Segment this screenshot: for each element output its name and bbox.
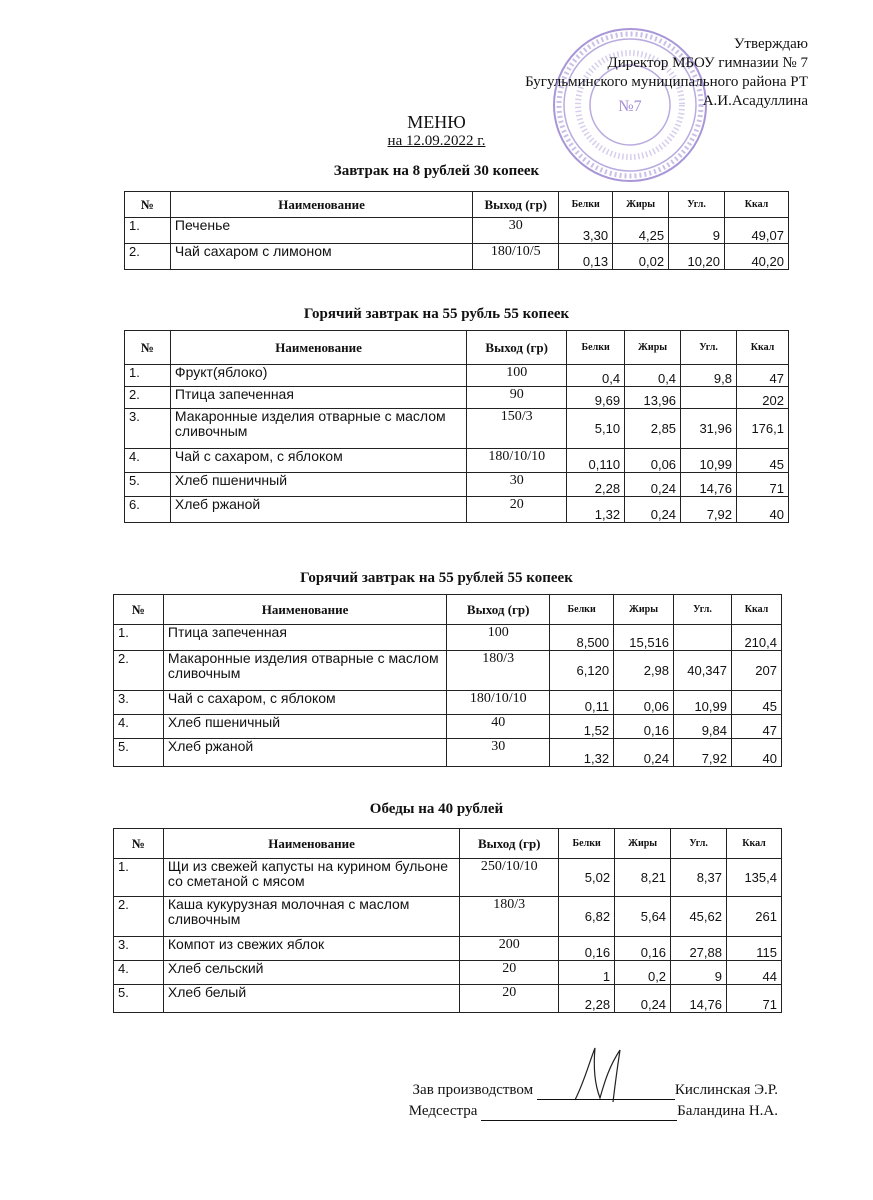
dish-name: Хлеб пшеничный xyxy=(170,473,466,497)
signature-person: Кислинская Э.Р. xyxy=(674,1082,778,1098)
dish-protein: 5,02 xyxy=(559,859,615,897)
header-carbs: Угл. xyxy=(671,829,727,859)
section-title: Обеды на 40 рублей xyxy=(369,801,504,817)
header-protein: Белки xyxy=(567,331,625,365)
dish-fat: 4,25 xyxy=(613,218,669,244)
dish-name: Чай сахаром с лимоном xyxy=(170,244,472,270)
header-fat: Жиры xyxy=(614,595,674,625)
table-row xyxy=(114,715,782,739)
dish-name: Щи из свежей капусты на курином бульоне со сметаной с мясом xyxy=(163,859,459,897)
row-num: 2. xyxy=(125,244,171,270)
dish-name: Хлеб ржаной xyxy=(170,497,466,523)
table-row xyxy=(114,961,782,985)
dish-output: 30 xyxy=(447,739,550,767)
table-row xyxy=(125,365,789,387)
dish-protein: 1,52 xyxy=(550,715,614,739)
header-carbs: Угл. xyxy=(674,595,732,625)
header-output: Выход (гр) xyxy=(467,331,567,365)
dish-carbs: 9,84 xyxy=(674,715,732,739)
dish-kcal: 135,4 xyxy=(727,859,782,897)
dish-name: Компот из свежих яблок xyxy=(163,937,459,961)
approval-line: А.И.Асадуллина xyxy=(702,93,808,109)
table-row xyxy=(125,244,789,270)
dish-name: Хлеб ржаной xyxy=(163,739,446,767)
dish-fat: 0,06 xyxy=(614,691,674,715)
row-num: 2. xyxy=(125,387,171,409)
section-title: Горячий завтрак на 55 рубль 55 копеек xyxy=(303,306,570,322)
dish-output: 100 xyxy=(467,365,567,387)
row-num: 4. xyxy=(125,449,171,473)
dish-name: Макаронные изделия отварные с маслом сливочным xyxy=(163,651,446,691)
header-kcal: Ккал xyxy=(737,331,789,365)
table-row xyxy=(114,897,782,937)
header-fat: Жиры xyxy=(625,331,681,365)
row-num: 5. xyxy=(125,473,171,497)
row-num: 4. xyxy=(114,961,164,985)
dish-output: 250/10/10 xyxy=(460,859,559,897)
dish-protein: 6,82 xyxy=(559,897,615,937)
signature-label: Зав производством xyxy=(412,1082,534,1098)
header-fat: Жиры xyxy=(613,192,669,218)
dish-output: 20 xyxy=(460,985,559,1013)
header-fat: Жиры xyxy=(615,829,671,859)
table-row xyxy=(114,625,782,651)
row-num: 1. xyxy=(114,625,164,651)
dish-protein: 0,110 xyxy=(567,449,625,473)
table-row xyxy=(114,937,782,961)
header-kcal: Ккал xyxy=(732,595,782,625)
dish-kcal: 40,20 xyxy=(725,244,789,270)
dish-fat: 2,98 xyxy=(614,651,674,691)
dish-fat: 0,16 xyxy=(614,715,674,739)
dish-carbs: 31,96 xyxy=(681,409,737,449)
dish-kcal: 40 xyxy=(737,497,789,523)
table-row xyxy=(125,218,789,244)
dish-kcal: 47 xyxy=(737,365,789,387)
dish-carbs: 9 xyxy=(669,218,725,244)
dish-kcal: 45 xyxy=(732,691,782,715)
header-name: Наименование xyxy=(170,331,466,365)
dish-protein: 5,10 xyxy=(567,409,625,449)
table-row xyxy=(114,691,782,715)
dish-kcal: 71 xyxy=(737,473,789,497)
signature-production xyxy=(413,1082,778,1100)
dish-output: 90 xyxy=(467,387,567,409)
row-num: 2. xyxy=(114,651,164,691)
dish-output: 100 xyxy=(447,625,550,651)
dish-fat: 0,06 xyxy=(625,449,681,473)
table-row xyxy=(114,985,782,1013)
header-num: № xyxy=(125,192,171,218)
dish-protein: 0,11 xyxy=(550,691,614,715)
header-name: Наименование xyxy=(170,192,472,218)
dish-name: Хлеб белый xyxy=(163,985,459,1013)
header-num: № xyxy=(114,595,164,625)
header-num: № xyxy=(125,331,171,365)
signature-label: Медсестра xyxy=(408,1103,478,1119)
dish-output: 180/10/10 xyxy=(447,691,550,715)
row-num: 2. xyxy=(114,897,164,937)
stamp-text: №7 xyxy=(618,98,642,115)
header-carbs: Угл. xyxy=(669,192,725,218)
header-kcal: Ккал xyxy=(725,192,789,218)
dish-name: Хлеб пшеничный xyxy=(163,715,446,739)
dish-output: 30 xyxy=(467,473,567,497)
dish-name: Чай с сахаром, с яблоком xyxy=(163,691,446,715)
dish-output: 30 xyxy=(473,218,559,244)
dish-protein: 0,4 xyxy=(567,365,625,387)
dish-name: Фрукт(яблоко) xyxy=(170,365,466,387)
dish-output: 180/3 xyxy=(460,897,559,937)
signature-nurse xyxy=(409,1103,778,1121)
dish-kcal: 47 xyxy=(732,715,782,739)
dish-fat: 0,24 xyxy=(614,739,674,767)
dish-output: 200 xyxy=(460,937,559,961)
table-row xyxy=(125,449,789,473)
row-num: 3. xyxy=(114,937,164,961)
dish-kcal: 45 xyxy=(737,449,789,473)
dish-name: Чай с сахаром, с яблоком xyxy=(170,449,466,473)
dish-protein: 9,69 xyxy=(567,387,625,409)
dish-fat: 0,4 xyxy=(625,365,681,387)
dish-protein: 2,28 xyxy=(559,985,615,1013)
header-output: Выход (гр) xyxy=(447,595,550,625)
dish-carbs: 9,8 xyxy=(681,365,737,387)
dish-carbs: 8,37 xyxy=(671,859,727,897)
dish-fat: 8,21 xyxy=(615,859,671,897)
dish-fat: 0,16 xyxy=(615,937,671,961)
dish-fat: 0,24 xyxy=(615,985,671,1013)
signature-person: Баландина Н.А. xyxy=(677,1103,778,1119)
table-row xyxy=(114,859,782,897)
dish-carbs: 10,20 xyxy=(669,244,725,270)
dish-output: 180/10/10 xyxy=(467,449,567,473)
dish-carbs: 7,92 xyxy=(674,739,732,767)
dish-fat: 2,85 xyxy=(625,409,681,449)
dish-name: Птица запеченная xyxy=(163,625,446,651)
approval-block xyxy=(525,35,808,111)
dish-protein: 0,13 xyxy=(559,244,613,270)
signature-line xyxy=(537,1082,675,1100)
header-protein: Белки xyxy=(550,595,614,625)
header-protein: Белки xyxy=(559,192,613,218)
approval-line: Бугульминского муниципального района РТ xyxy=(525,74,808,90)
dish-name: Птица запеченная xyxy=(170,387,466,409)
menu-date: на 12.09.2022 г. xyxy=(387,133,486,149)
signature-line xyxy=(481,1103,677,1121)
header-name: Наименование xyxy=(163,595,446,625)
dish-name: Хлеб сельский xyxy=(163,961,459,985)
dish-protein: 6,120 xyxy=(550,651,614,691)
dish-fat: 0,24 xyxy=(625,473,681,497)
dish-fat: 5,64 xyxy=(615,897,671,937)
header-carbs: Угл. xyxy=(681,331,737,365)
header-output: Выход (гр) xyxy=(473,192,559,218)
dish-carbs: 7,92 xyxy=(681,497,737,523)
row-num: 3. xyxy=(125,409,171,449)
table-row xyxy=(125,473,789,497)
dish-carbs xyxy=(681,387,737,409)
dish-protein: 8,500 xyxy=(550,625,614,651)
dish-fat: 13,96 xyxy=(625,387,681,409)
dish-carbs: 45,62 xyxy=(671,897,727,937)
dish-name: Печенье xyxy=(170,218,472,244)
header-kcal: Ккал xyxy=(727,829,782,859)
row-num: 4. xyxy=(114,715,164,739)
menu-title: МЕНЮ xyxy=(407,112,466,132)
dish-fat: 0,24 xyxy=(625,497,681,523)
dish-protein: 2,28 xyxy=(567,473,625,497)
table-row xyxy=(114,739,782,767)
dish-kcal: 49,07 xyxy=(725,218,789,244)
dish-carbs: 14,76 xyxy=(671,985,727,1013)
dish-carbs: 10,99 xyxy=(674,691,732,715)
dish-fat: 0,02 xyxy=(613,244,669,270)
header-protein: Белки xyxy=(559,829,615,859)
header-name: Наименование xyxy=(163,829,459,859)
dish-carbs: 10,99 xyxy=(681,449,737,473)
section-title: Горячий завтрак на 55 рублей 55 копеек xyxy=(300,570,573,586)
dish-kcal: 44 xyxy=(727,961,782,985)
table-row xyxy=(125,387,789,409)
dish-protein: 3,30 xyxy=(559,218,613,244)
row-num: 1. xyxy=(125,365,171,387)
dish-protein: 1 xyxy=(559,961,615,985)
dish-name: Каша кукурузная молочная с маслом сливочным xyxy=(163,897,459,937)
dish-name: Макаронные изделия отварные с маслом сливочным xyxy=(170,409,466,449)
row-num: 1. xyxy=(114,859,164,897)
menu-table xyxy=(113,594,782,767)
dish-output: 180/10/5 xyxy=(473,244,559,270)
dish-output: 20 xyxy=(460,961,559,985)
dish-kcal: 207 xyxy=(732,651,782,691)
row-num: 3. xyxy=(114,691,164,715)
dish-carbs: 9 xyxy=(671,961,727,985)
dish-kcal: 176,1 xyxy=(737,409,789,449)
dish-protein: 0,16 xyxy=(559,937,615,961)
dish-kcal: 40 xyxy=(732,739,782,767)
row-num: 5. xyxy=(114,985,164,1013)
section-title: Завтрак на 8 рублей 30 копеек xyxy=(333,163,540,179)
menu-table xyxy=(124,191,789,270)
dish-carbs: 27,88 xyxy=(671,937,727,961)
dish-kcal: 115 xyxy=(727,937,782,961)
dish-carbs: 40,347 xyxy=(674,651,732,691)
dish-fat: 0,2 xyxy=(615,961,671,985)
dish-kcal: 210,4 xyxy=(732,625,782,651)
dish-kcal: 202 xyxy=(737,387,789,409)
header-output: Выход (гр) xyxy=(460,829,559,859)
dish-output: 180/3 xyxy=(447,651,550,691)
approval-line: Директор МБОУ гимназии № 7 xyxy=(607,55,808,71)
approval-line: Утверждаю xyxy=(733,36,808,52)
dish-output: 40 xyxy=(447,715,550,739)
header-num: № xyxy=(114,829,164,859)
dish-carbs xyxy=(674,625,732,651)
dish-output: 20 xyxy=(467,497,567,523)
row-num: 1. xyxy=(125,218,171,244)
dish-protein: 1,32 xyxy=(567,497,625,523)
dish-fat: 15,516 xyxy=(614,625,674,651)
row-num: 5. xyxy=(114,739,164,767)
dish-output: 150/3 xyxy=(467,409,567,449)
table-row xyxy=(114,651,782,691)
dish-kcal: 71 xyxy=(727,985,782,1013)
dish-carbs: 14,76 xyxy=(681,473,737,497)
row-num: 6. xyxy=(125,497,171,523)
table-row xyxy=(125,409,789,449)
table-row xyxy=(125,497,789,523)
dish-kcal: 261 xyxy=(727,897,782,937)
dish-protein: 1,32 xyxy=(550,739,614,767)
menu-table xyxy=(124,330,789,523)
menu-table xyxy=(113,828,782,1013)
